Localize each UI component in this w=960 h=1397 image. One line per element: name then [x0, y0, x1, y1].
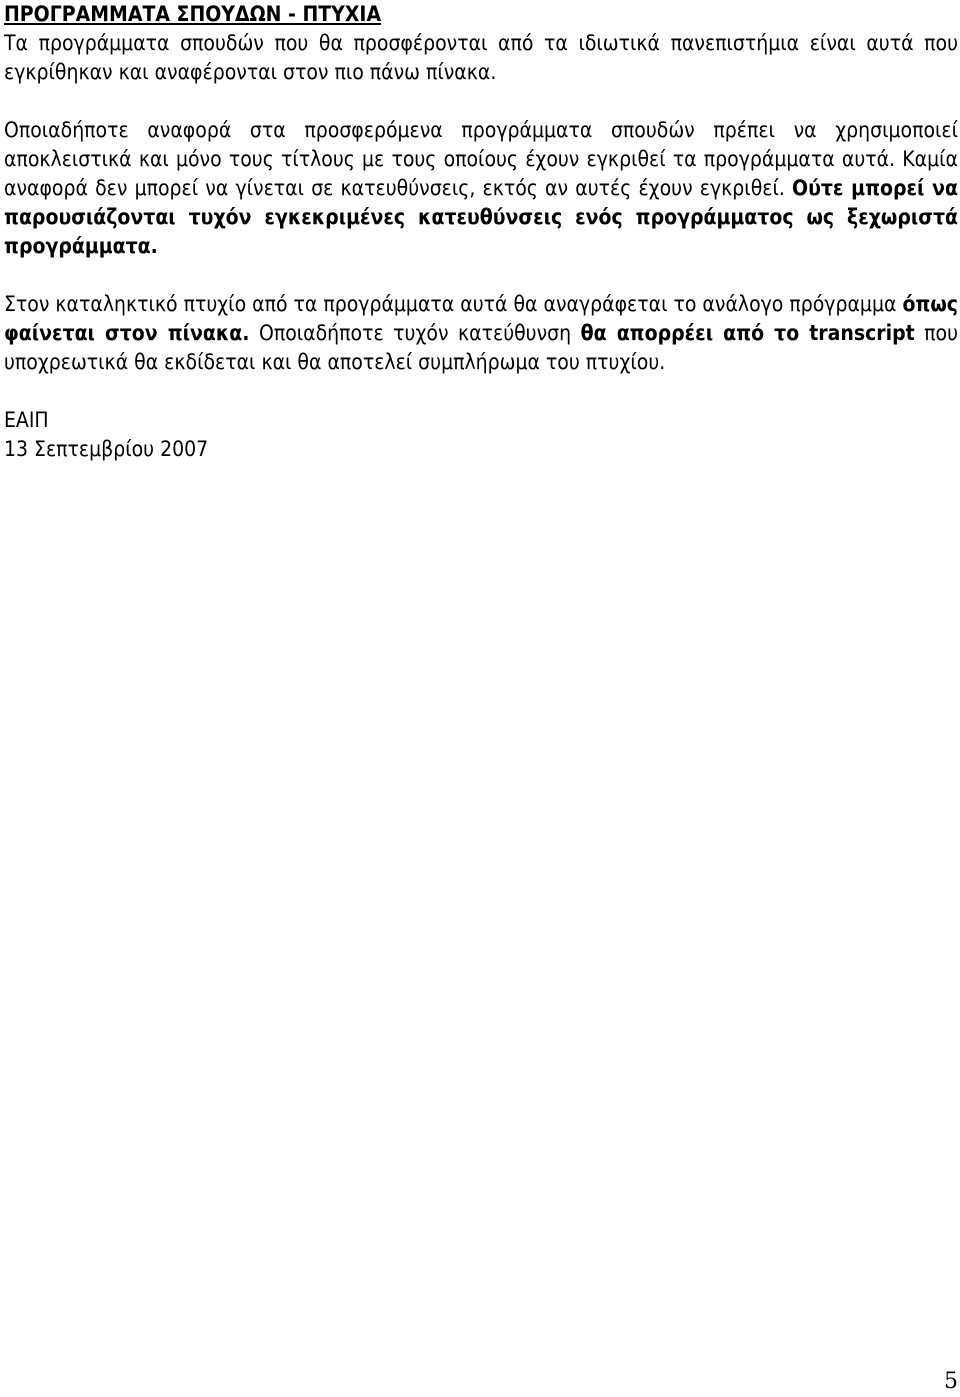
- paragraph-references-bold: Ούτε μπορεί να παρουσιάζονται τυχόν εγκεκριμένες κατευθύνσεις ενός προγράμματος ως ξεχωριστά προγράμματα.: [4, 176, 959, 258]
- paragraph-degree-bold-1: όπως φαίνεται στον πίνακα.: [4, 292, 958, 345]
- paragraph-degree-text-1: Στον καταληκτικό πτυχίο από τα προγράμματα αυτά θα αναγράφεται το ανάλογο πρόγραμμα: [4, 292, 903, 316]
- paragraph-programs: Τα προγράμματα σπουδών που θα προσφέρονται από τα ιδιωτικά πανεπιστήμια είναι αυτά που εγκρίθηκαν και αναφέρονται στον πιο πάνω πίνακα.: [4, 31, 958, 84]
- page-number: 5: [944, 1369, 958, 1394]
- spacer: [4, 377, 958, 406]
- paragraph-degree-text-3: που υποχρεωτικά θα εκδίδεται και θα αποτελεί συμπλήρωμα του πτυχίου.: [4, 321, 958, 374]
- signature-date: 13 Σεπτεμβρίου 2007: [4, 437, 209, 461]
- spacer: [4, 261, 958, 290]
- paragraph-degree-text-2: Οποιαδήποτε τυχόν κατεύθυνση: [249, 321, 581, 345]
- signature-org: ΕΑΙΠ: [4, 408, 49, 432]
- spacer: [4, 87, 958, 116]
- paragraph-references-text: Οποιαδήποτε αναφορά στα προσφερόμενα προγράμματα σπουδών πρέπει να χρησιμοποιεί αποκλειστικά και μόνο τους τίτλους με τους οποίους έχουν εγκριθεί τα προγράμματα αυτά. Καμία αναφορά δεν μπορεί να γίνεται σε κατευθύνσεις, εκτός αν αυτές έχουν εγκριθεί.: [4, 118, 958, 200]
- section-heading: ΠΡΟΓΡΑΜΜΑΤΑ ΣΠΟΥΔΩΝ - ΠΤΥΧΙΑ: [4, 2, 382, 26]
- paragraph-degree-bold-2: θα απορρέει από το transcript: [580, 321, 915, 345]
- document-body: [4, 0, 958, 464]
- paragraph-references: [4, 116, 958, 261]
- paragraph-degree: [4, 290, 958, 377]
